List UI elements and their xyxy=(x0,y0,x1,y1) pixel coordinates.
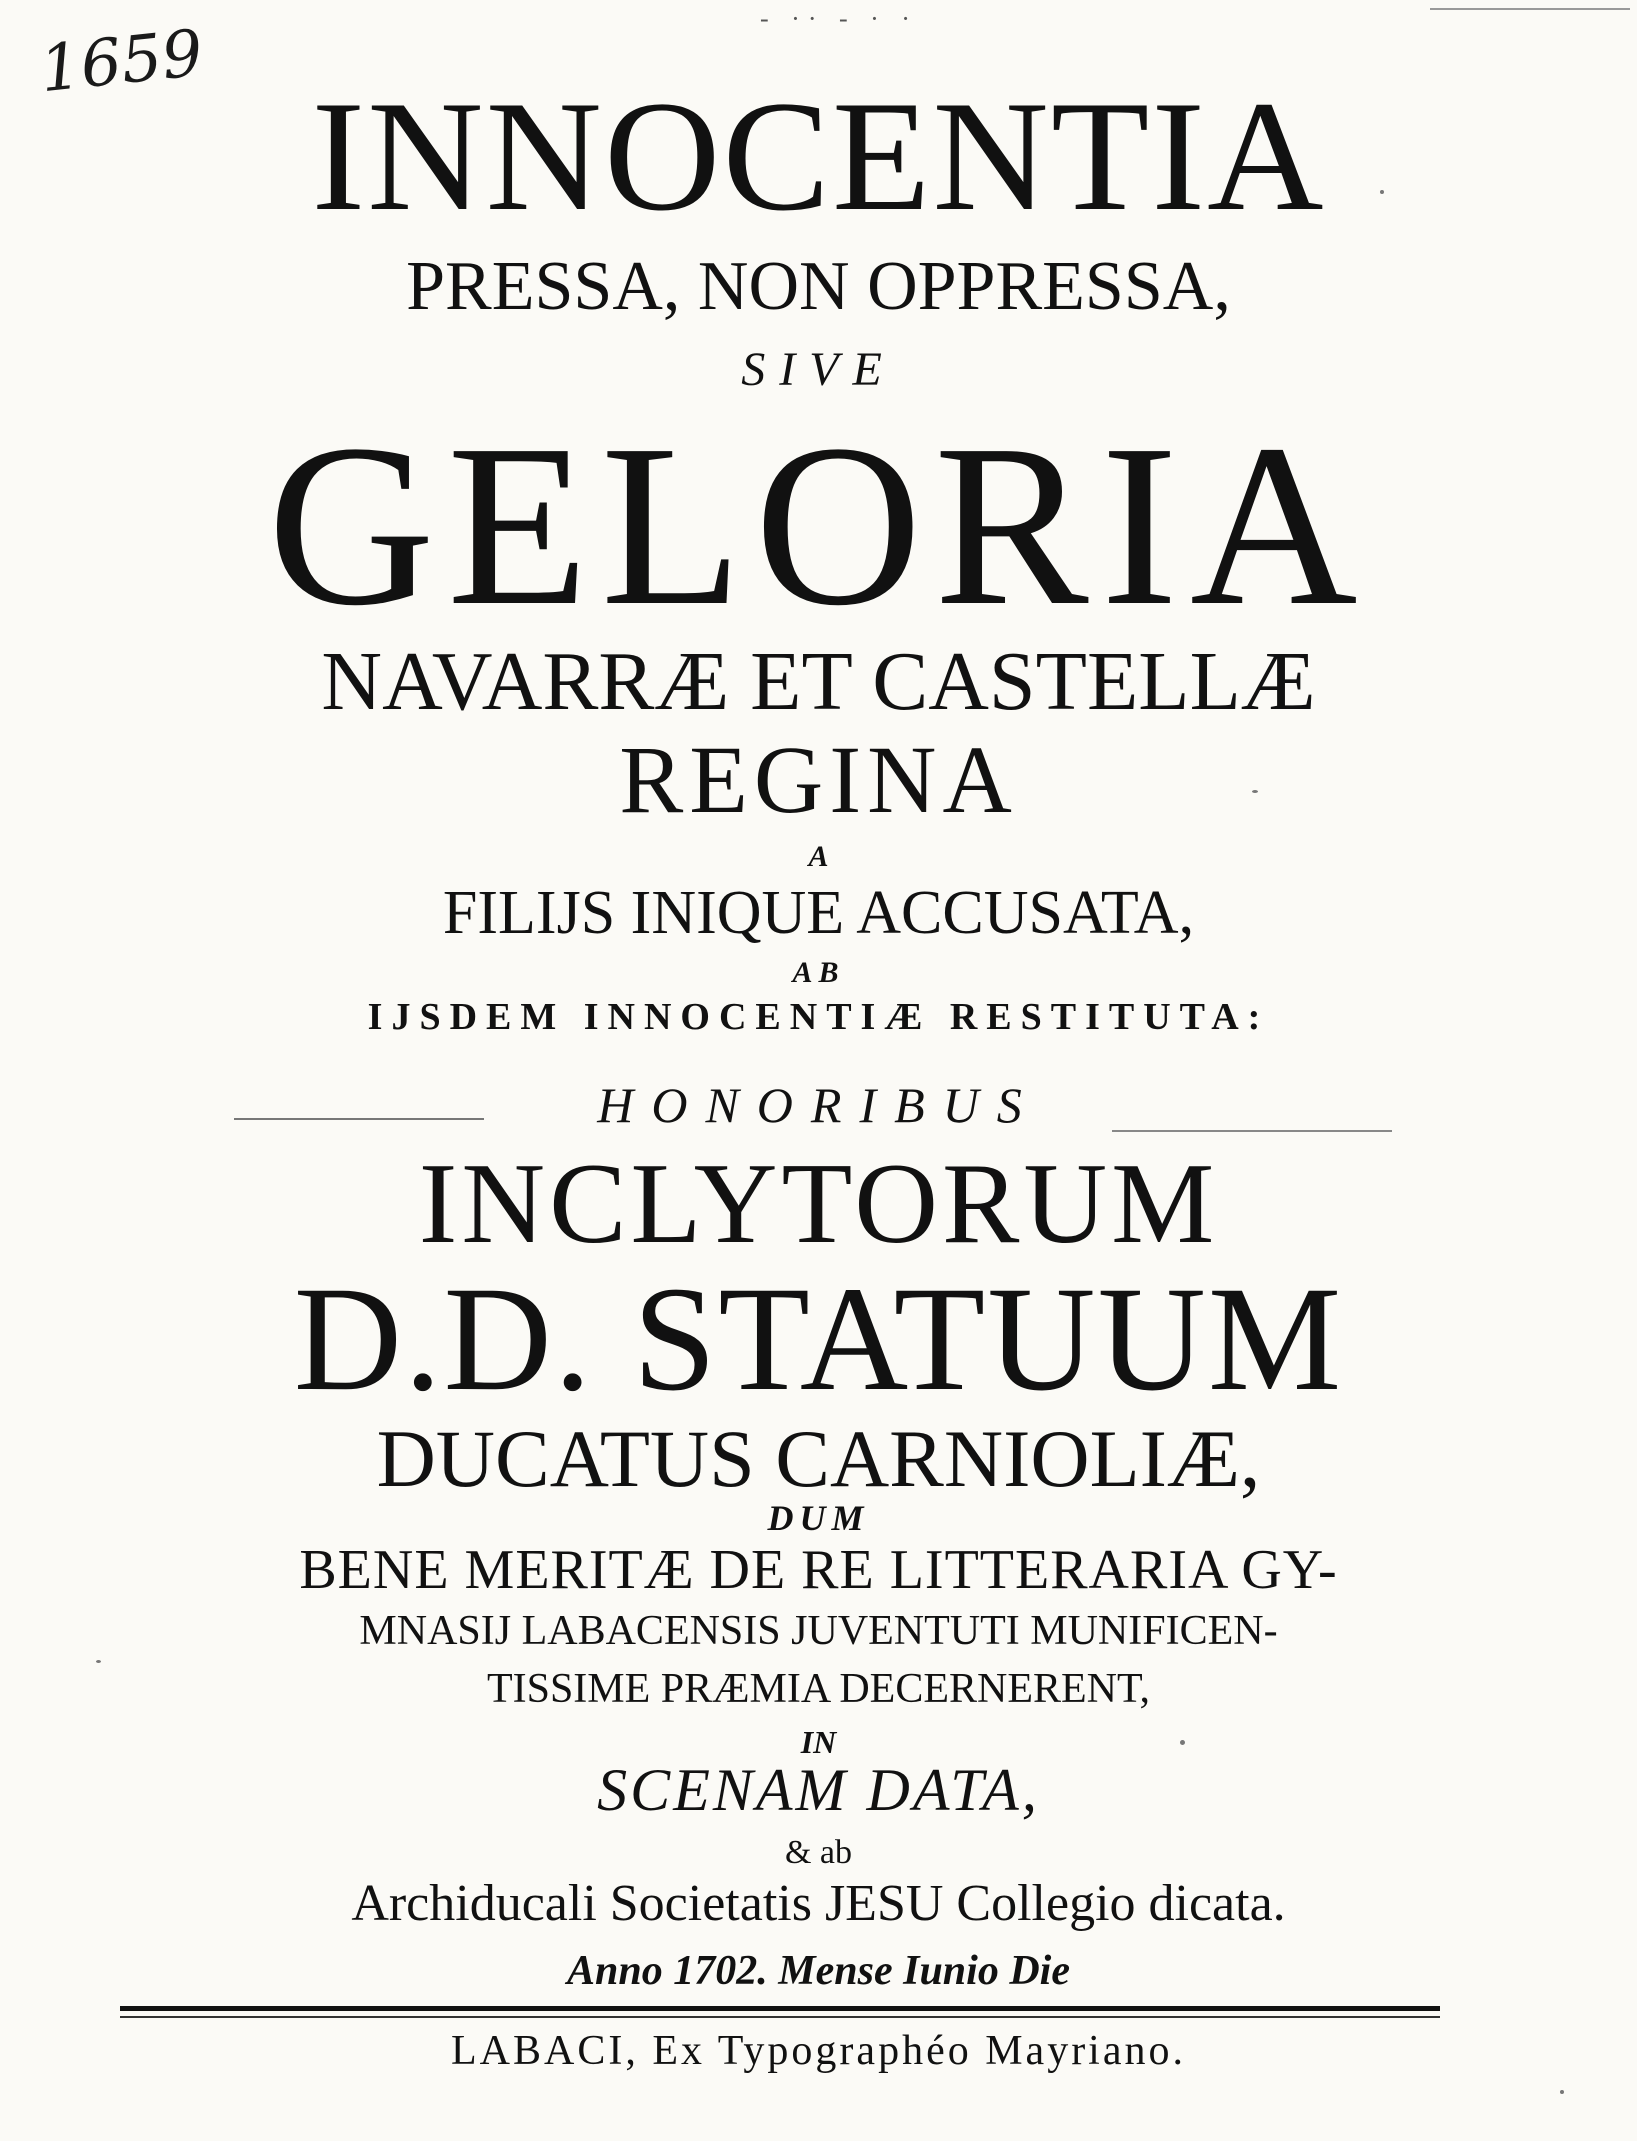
dd-statuum: D.D. STATUUM xyxy=(293,1256,1344,1422)
paper-speck xyxy=(1180,1740,1185,1745)
top-edge-marks: - ·· - · · xyxy=(760,4,918,33)
title-geloria: GELORIA xyxy=(267,397,1370,654)
anno-date-line: Anno 1702. Mense Iunio Die xyxy=(567,1948,1070,1994)
imprint-rule-bottom xyxy=(120,2016,1440,2018)
ab-word: AB xyxy=(792,956,845,989)
archiducali-collegio-line: Archiducali Societatis JESU Collegio dicata. xyxy=(351,1875,1286,1932)
in-word: IN xyxy=(800,1724,837,1760)
paper-speck xyxy=(96,1660,101,1663)
ijsdem-restituta: IJSDEM INNOCENTIÆ RESTITUTA: xyxy=(367,996,1270,1038)
sive-word: SIVE xyxy=(741,343,896,396)
scenam-data: SCENAM DATA, xyxy=(597,1757,1040,1823)
paper-speck xyxy=(1380,190,1384,194)
inclytorum: INCLYTORUM xyxy=(418,1140,1219,1268)
tissime-praemia-line: TISSIME PRÆMIA DECERNERENT, xyxy=(486,1666,1151,1712)
mnasij-labacensis-line: MNASIJ LABACENSIS JUVENTUTI MUNIFICEN- xyxy=(359,1608,1278,1654)
bene-meritae-line: BENE MERITÆ DE RE LITTERARIA GY- xyxy=(299,1539,1338,1601)
subtitle-pressa: PRESSA, NON OPPRESSA, xyxy=(406,248,1231,325)
navarrae-castellae: NAVARRÆ ET CASTELLÆ xyxy=(321,635,1316,728)
filijs-accusata: FILIJS INIQUE ACCUSATA, xyxy=(442,879,1195,947)
paper-speck xyxy=(1560,2090,1564,2094)
and-ab: & ab xyxy=(784,1834,853,1871)
honoribus-right-rule xyxy=(1112,1130,1392,1132)
top-right-edge-mark xyxy=(1430,8,1630,10)
imprint: LABACI, Ex Typographéo Mayriano. xyxy=(450,2028,1186,2074)
ducatus-carnioliae: DUCATUS CARNIOLIÆ, xyxy=(376,1413,1261,1504)
paper-speck xyxy=(1252,790,1258,793)
imprint-rule-top xyxy=(120,2006,1440,2011)
handwritten-number: 1659 xyxy=(36,16,207,108)
regina: REGINA xyxy=(619,726,1018,833)
dum-word: DUM xyxy=(767,1498,870,1538)
title-innocentia: INNOCENTIA xyxy=(311,69,1326,244)
honoribus: HONORIBUS xyxy=(597,1077,1040,1133)
a-word: A xyxy=(808,840,829,873)
